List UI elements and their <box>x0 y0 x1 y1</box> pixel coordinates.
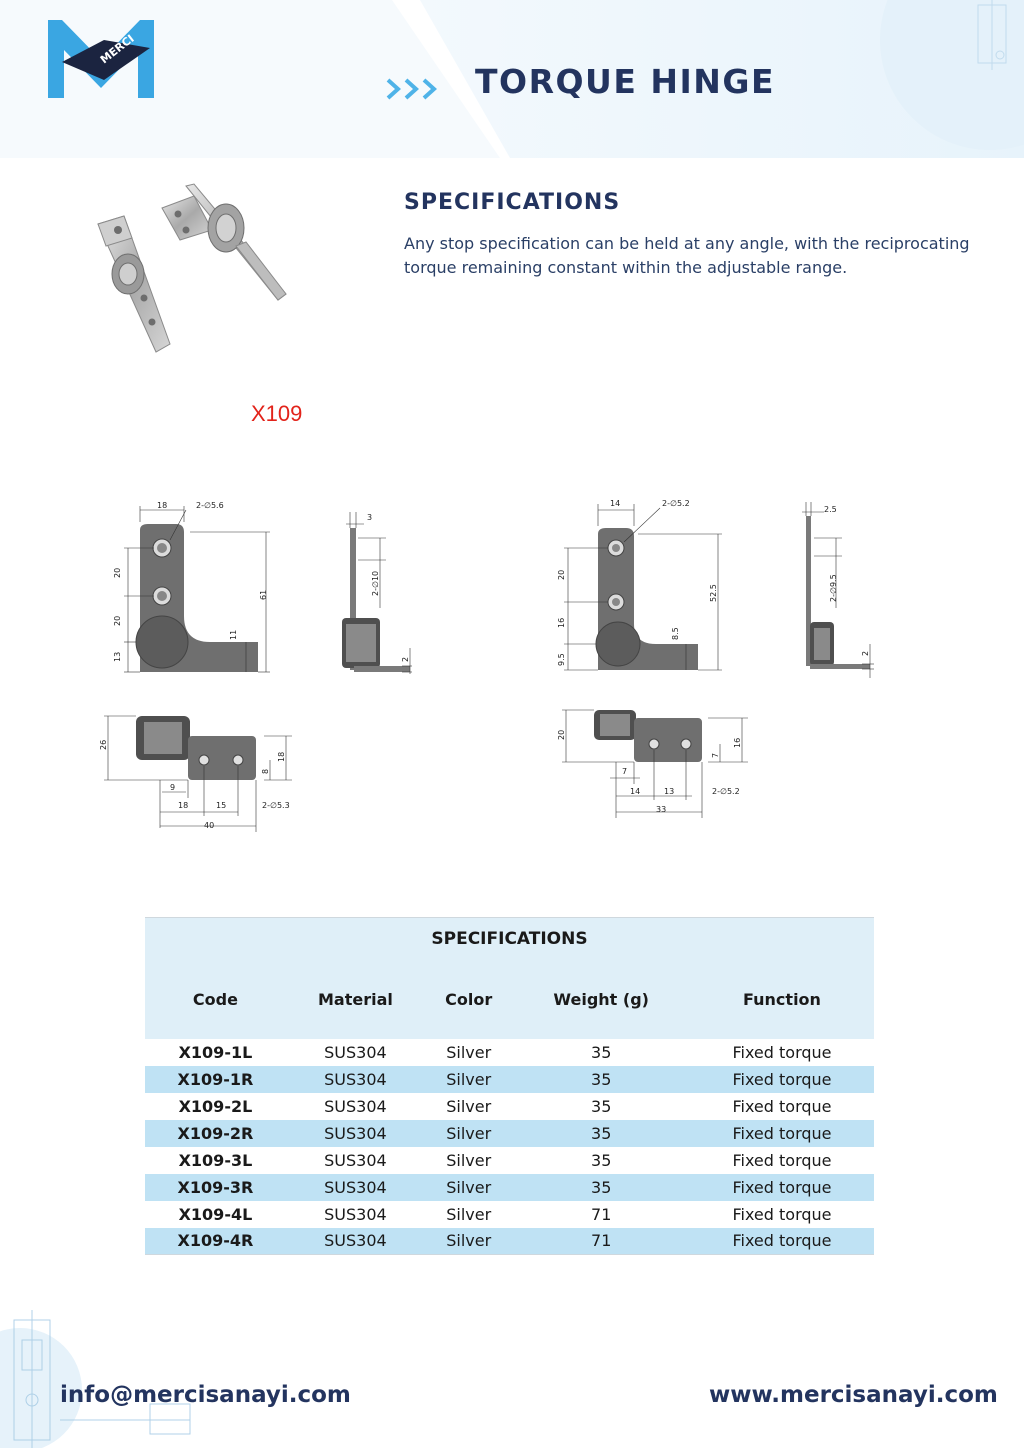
table-cell: X109-3L <box>145 1147 286 1174</box>
product-code: X109 <box>251 401 303 426</box>
table-cell: Silver <box>425 1174 513 1201</box>
table-cell: SUS304 <box>286 1039 425 1066</box>
table-row <box>145 1066 874 1093</box>
table-cell: Silver <box>425 1039 513 1066</box>
dim-text: 20 <box>113 567 122 578</box>
dim-text: 26 <box>99 739 108 750</box>
dim-text: 14 <box>630 787 641 796</box>
table-cell: SUS304 <box>286 1174 425 1201</box>
drawing-1-bottom-view <box>94 712 304 832</box>
table-cell: SUS304 <box>286 1066 425 1093</box>
table-cell: 35 <box>512 1039 690 1066</box>
table-title: SPECIFICATIONS <box>145 918 874 960</box>
drawing-1-front-view <box>110 496 280 682</box>
table-cell: Fixed torque <box>690 1174 874 1201</box>
svg-text:MERCI: MERCI <box>97 32 137 67</box>
table-cell: Fixed torque <box>690 1039 874 1066</box>
dim-text: 2-∅5.3 <box>262 801 290 810</box>
table-cell: X109-4L <box>145 1201 286 1228</box>
table-cell: SUS304 <box>286 1201 425 1228</box>
table-row <box>145 1228 874 1255</box>
drawing-1-side-view <box>332 508 412 682</box>
merci-logo <box>46 16 156 102</box>
dim-text: 2-∅10 <box>371 570 380 596</box>
table-cell: 35 <box>512 1120 690 1147</box>
column-header: Code <box>145 960 286 1039</box>
table-cell: Fixed torque <box>690 1093 874 1120</box>
column-header: Weight (g) <box>512 960 690 1039</box>
specifications-heading: SPECIFICATIONS <box>404 190 621 215</box>
dim-text: 9 <box>170 783 176 792</box>
dim-text: 11 <box>229 629 238 640</box>
dim-text: 40 <box>204 821 215 830</box>
table-cell: X109-2L <box>145 1093 286 1120</box>
chevron-arrows-icon <box>384 74 444 104</box>
column-header: Material <box>286 960 425 1039</box>
dim-text: 33 <box>656 805 667 814</box>
table-cell: Silver <box>425 1093 513 1120</box>
table-cell: X109-1L <box>145 1039 286 1066</box>
dim-text: 20 <box>557 569 566 580</box>
table-cell: Fixed torque <box>690 1201 874 1228</box>
table-cell: Fixed torque <box>690 1120 874 1147</box>
table-cell: SUS304 <box>286 1228 425 1255</box>
table-cell: X109-1R <box>145 1066 286 1093</box>
table-cell: X109-3R <box>145 1174 286 1201</box>
table-cell: X109-4R <box>145 1228 286 1255</box>
dim-text: 8 <box>261 768 270 774</box>
dim-text: 2-∅5.2 <box>662 499 690 508</box>
dim-text: 2-∅9.5 <box>829 574 838 602</box>
dim-text: 14 <box>610 499 621 508</box>
table-row <box>145 1201 874 1228</box>
page-title: TORQUE HINGE <box>475 62 775 101</box>
table-row <box>145 1093 874 1120</box>
table-cell: Fixed torque <box>690 1228 874 1255</box>
table-row <box>145 1147 874 1174</box>
table-header-row <box>145 960 874 1039</box>
dim-text: 13 <box>664 787 675 796</box>
table-cell: Silver <box>425 1120 513 1147</box>
table-cell: Silver <box>425 1147 513 1174</box>
table-cell: X109-2R <box>145 1120 286 1147</box>
dim-text: 2-∅5.2 <box>712 787 740 796</box>
specifications-description: Any stop specification can be held at any angle, with the reciprocating torque remaining constant within the adjustable range. <box>404 234 970 277</box>
dim-text: 2 <box>401 656 410 662</box>
dim-text: 7 <box>622 767 628 776</box>
dim-text: 18 <box>277 751 286 762</box>
dim-text: 52.5 <box>709 584 718 602</box>
table-cell: SUS304 <box>286 1147 425 1174</box>
product-photo <box>86 176 316 366</box>
drawing-2-bottom-view <box>552 704 762 820</box>
table-row <box>145 1174 874 1201</box>
dim-text: 3 <box>367 513 373 522</box>
dim-text: 2-∅5.6 <box>196 501 224 510</box>
table-cell: SUS304 <box>286 1093 425 1120</box>
table-cell: 35 <box>512 1147 690 1174</box>
dim-text: 9.5 <box>557 653 566 666</box>
specifications-table <box>145 917 874 1255</box>
dim-text: 20 <box>113 615 122 626</box>
column-header: Function <box>690 960 874 1039</box>
footer-website-link[interactable]: www.mercisanayi.com <box>709 1382 998 1408</box>
dim-text: 18 <box>178 801 189 810</box>
table-cell: 35 <box>512 1066 690 1093</box>
table-cell: 71 <box>512 1201 690 1228</box>
dim-text: 15 <box>216 801 227 810</box>
dim-text: 16 <box>733 737 742 748</box>
table-cell: SUS304 <box>286 1120 425 1147</box>
column-header: Color <box>425 960 513 1039</box>
dim-text: 2.5 <box>824 505 837 514</box>
table-row <box>145 1039 874 1066</box>
table-cell: Silver <box>425 1228 513 1255</box>
drawing-2-front-view <box>552 494 732 680</box>
dim-text: 18 <box>157 501 168 510</box>
footer-decoration <box>0 1300 200 1448</box>
dim-text: 20 <box>557 729 566 740</box>
dim-text: 13 <box>113 651 122 662</box>
drawing-2-side-view <box>796 498 880 680</box>
table-cell: Fixed torque <box>690 1066 874 1093</box>
dim-text: 7 <box>711 752 720 758</box>
dim-text: 61 <box>259 589 268 600</box>
table-cell: 71 <box>512 1228 690 1255</box>
table-row <box>145 1120 874 1147</box>
dim-text: 16 <box>557 617 566 628</box>
table-cell: Silver <box>425 1066 513 1093</box>
table-cell: Fixed torque <box>690 1147 874 1174</box>
footer-email-link[interactable]: info@mercisanayi.com <box>60 1382 351 1408</box>
table-cell: 35 <box>512 1093 690 1120</box>
table-cell: Silver <box>425 1201 513 1228</box>
dim-text: 2 <box>861 650 870 656</box>
dim-text: 8.5 <box>671 627 680 640</box>
table-cell: 35 <box>512 1174 690 1201</box>
